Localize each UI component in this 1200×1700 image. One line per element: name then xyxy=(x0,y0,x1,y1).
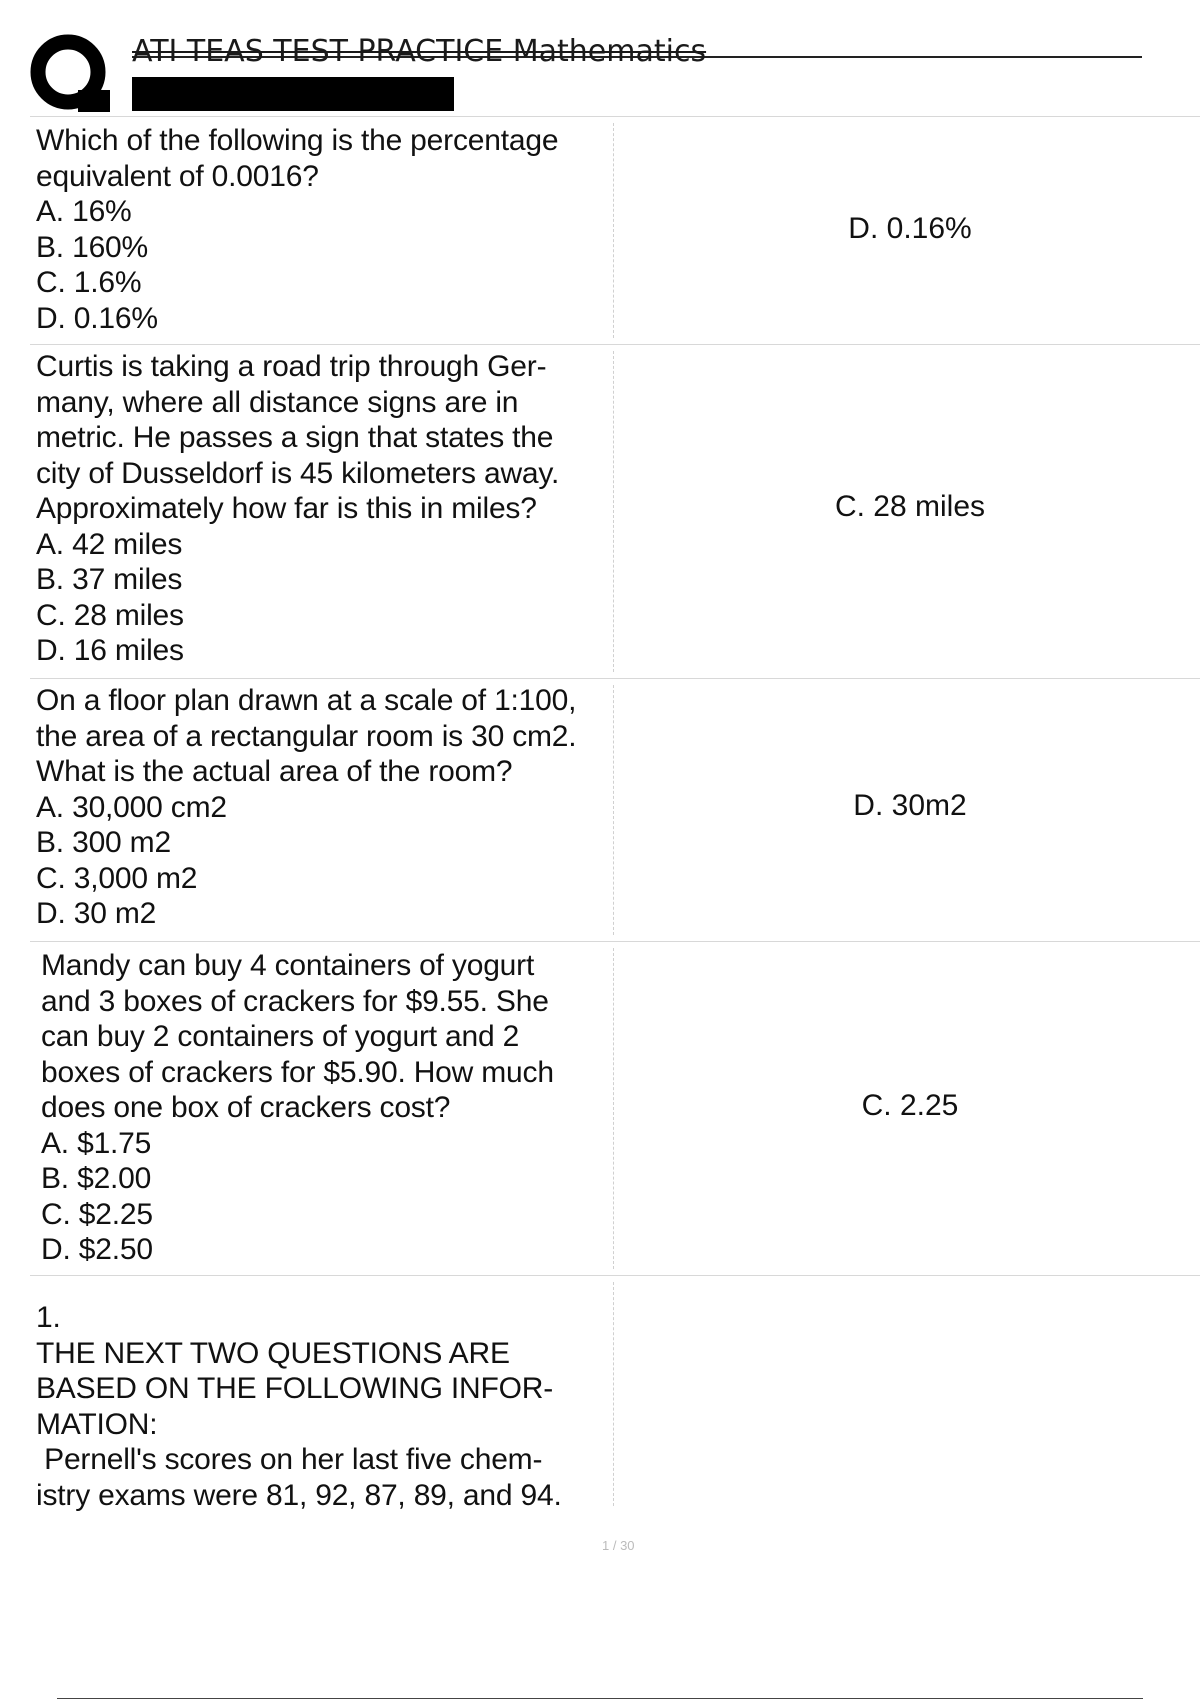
question-line: MATION: xyxy=(36,1407,158,1441)
question-text xyxy=(36,1300,606,1513)
info-card xyxy=(30,1276,1200,1512)
correct-answer: D. 30m2 xyxy=(853,789,967,822)
answer-option: A. 30,000 cm2 xyxy=(36,790,227,824)
question-line: Curtis is taking a road trip through Ger- xyxy=(36,350,547,383)
question-line: city of Dusseldorf is 45 kilometers away. xyxy=(36,456,560,490)
answer-option: D. $2.50 xyxy=(41,1233,153,1266)
question-line: On a floor plan drawn at a scale of 1:100, xyxy=(36,684,577,717)
page-number: 1 / 30 xyxy=(602,1538,635,1553)
question-text xyxy=(36,349,606,669)
answer-option: D. 30 m2 xyxy=(36,897,157,930)
question-text xyxy=(36,683,606,932)
question-line: istry exams were 81, 92, 87, 89, and 94. xyxy=(36,1478,562,1512)
question-card xyxy=(30,117,1200,345)
correct-answer: C. 28 miles xyxy=(834,490,986,523)
question-card xyxy=(30,679,1200,942)
question-line: many, where all distance signs are in xyxy=(36,385,519,419)
answer-option: C. 3,000 m2 xyxy=(36,861,198,895)
column-divider xyxy=(613,123,614,338)
question-line: can buy 2 containers of yogurt and 2 xyxy=(41,1020,520,1053)
answer-option: B. 160% xyxy=(36,230,149,264)
answer-option: B. 37 miles xyxy=(36,563,183,596)
question-line: Approximately how far is this in miles? xyxy=(36,492,537,525)
answer-option: A. $1.75 xyxy=(41,1126,152,1160)
question-line: the area of a rectangular room is 30 cm2. xyxy=(36,719,577,753)
answer-option: A. 16% xyxy=(36,195,132,228)
question-line: boxes of crackers for $5.90. How much xyxy=(41,1055,554,1089)
answer-option: B. $2.00 xyxy=(41,1162,152,1195)
question-line: Mandy can buy 4 containers of yogurt xyxy=(41,949,535,982)
answer-option: C. $2.25 xyxy=(41,1197,153,1231)
question-line: equivalent of 0.0016? xyxy=(36,159,319,193)
redacted-block xyxy=(132,77,454,111)
answer-option: D. 0.16% xyxy=(36,301,158,335)
document-title: ATI TEAS TEST PRACTICE Mathematics xyxy=(132,34,707,69)
question-line: metric. He passes a sign that states the xyxy=(36,421,554,454)
question-card xyxy=(30,942,1200,1276)
column-divider xyxy=(613,685,614,935)
correct-answer: C. 2.25 xyxy=(861,1089,959,1122)
question-line: does one box of crackers cost? xyxy=(41,1091,451,1124)
answer-option: B. 300 m2 xyxy=(36,826,171,859)
column-divider xyxy=(613,948,614,1269)
q-logo-icon xyxy=(30,32,110,112)
column-divider xyxy=(613,1282,614,1506)
document-header xyxy=(0,0,1200,118)
question-text xyxy=(36,123,606,336)
answer-option: D. 16 miles xyxy=(36,634,184,667)
answer-option: A. 42 miles xyxy=(36,527,183,561)
question-number: 1. xyxy=(36,1301,61,1334)
answer-option: C. 28 miles xyxy=(36,598,184,632)
question-line: BASED ON THE FOLLOWING INFOR- xyxy=(36,1372,554,1405)
question-line: Which of the following is the percentage xyxy=(36,124,559,157)
column-divider xyxy=(613,351,614,672)
question-text xyxy=(41,948,611,1268)
answer-option: C. 1.6% xyxy=(36,266,142,299)
question-line: THE NEXT TWO QUESTIONS ARE xyxy=(36,1336,510,1370)
question-line: and 3 boxes of crackers for $9.55. She xyxy=(41,984,549,1018)
correct-answer: D. 0.16% xyxy=(848,212,972,245)
question-line: Pernell's scores on her last five chem- xyxy=(36,1443,543,1476)
question-line: What is the actual area of the room? xyxy=(36,755,513,788)
question-card xyxy=(30,345,1200,679)
footer-rule xyxy=(57,1698,1143,1699)
